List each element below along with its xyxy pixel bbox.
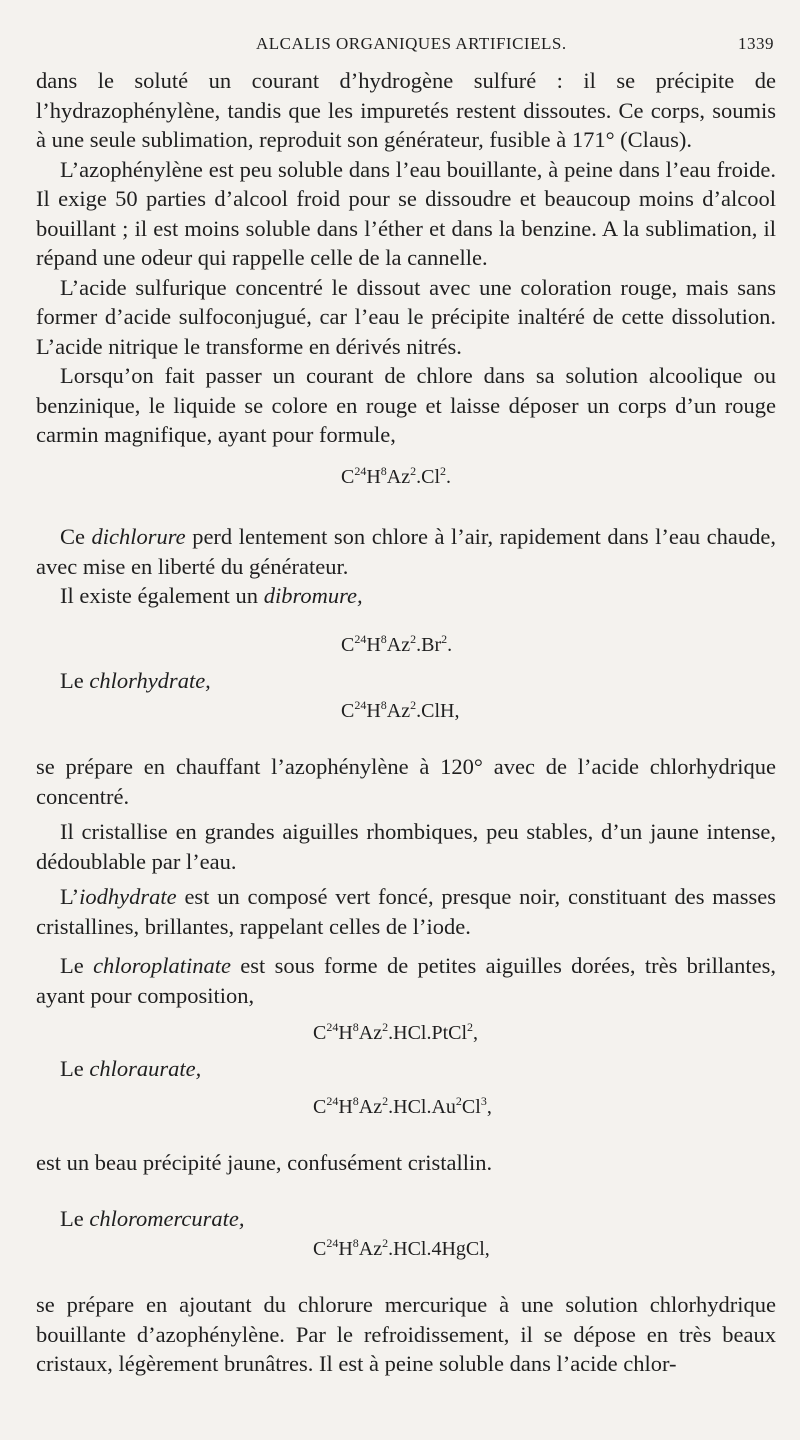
text-block-3 (36, 666, 776, 696)
paragraph: dans le soluté un courant d’hydrogène sulfuré : il se précipite de l’hydrazophénylène, tandis que les impuretés restent dissoutes. Ce corps, soumis à une seule sublimation, reproduit son générateur, fusible à 171° (Claus). (36, 68, 776, 152)
formula-dichlorure: $C^{24}H^8Az^2.Cl^2$. (341, 464, 452, 488)
paragraph: se prépare en chauffant l’azophénylène à 120° avec de l’acide chlorhydrique concentré. (36, 754, 776, 809)
paragraph: Il existe également un dibromure, (60, 583, 363, 608)
formula-dibromure: $C^{24}H^8Az^2.Br^2$. (341, 632, 453, 656)
paragraph: Il cristallise en grandes aiguilles rhombiques, peu stables, d’un jaune intense, dédoublable par l’eau. (36, 819, 776, 874)
text-block-1 (36, 66, 776, 450)
paragraph: L’azophénylène est peu soluble dans l’eau bouillante, à peine dans l’eau froide. Il exige 50 parties d’alcool froid pour se dissoudre et beaucoup moins d’alcool bouillant ; il est moins soluble dans l’éther et dans la benzine. A la sublimation, il répand une odeur qui rappelle celle de la cannelle. (36, 156, 776, 270)
paragraph: Lorsqu’on fait passer un courant de chlore dans sa solution alcoolique ou benzinique, le liquide se colore en rouge et laisse déposer un corps d’un rouge carmin magnifique, ayant pour formule, (36, 363, 776, 447)
paragraph: Ce dichlorure perd lentement son chlore à l’air, rapidement dans l’eau chaude, avec mise en liberté du générateur. (36, 524, 776, 579)
page-header (0, 28, 800, 58)
paragraph: L’iodhydrate est un composé vert foncé, presque noir, constituant des masses cristallines, brillantes, rappelant celles de l’iode. (36, 884, 776, 939)
paragraph: Le chloraurate, (60, 1056, 202, 1081)
text-block-6 (36, 1148, 776, 1178)
formula-chloroplatinate: $C^{24}H^8Az^2.HCl.PtCl^2$, (313, 1020, 479, 1044)
text-block-2 (36, 522, 776, 611)
formula-chloraurate: $C^{24}H^8Az^2.HCl.Au^2Cl^3$, (313, 1094, 492, 1118)
formula-chloromercurate: $C^{24}H^8Az^2.HCl.4HgCl$, (313, 1236, 490, 1260)
paragraph: Le chloromercurate, (60, 1206, 245, 1231)
paragraph: se prépare en ajoutant du chlorure mercurique à une solution chlorhydrique bouillante d’azophénylène. Par le refroidissement, il se dépose en très beaux cristaux, légèrement brunâtres. Il est à peine soluble dans l’acide chlor- (36, 1292, 776, 1376)
running-title: ALCALIS ORGANIQUES ARTIFICIELS. (256, 34, 567, 53)
text-block-8 (36, 1290, 776, 1379)
paragraph: L’acide sulfurique concentré le dissout avec une coloration rouge, mais sans former d’acide sulfoconjugué, car l’eau le précipite inaltéré de cette dissolution. L’acide nitrique le transforme en dérivés nitrés. (36, 274, 776, 359)
text-block-4 (36, 752, 776, 1010)
text-block-7 (36, 1204, 776, 1234)
page-number: 1339 (738, 34, 774, 53)
paragraph: Le chlorhydrate, (60, 668, 211, 693)
paragraph: Le chloroplatinate est sous forme de petites aiguilles dorées, très brillantes, ayant pour composition, (36, 953, 776, 1008)
paragraph: est un beau précipité jaune, confusément cristallin. (36, 1150, 493, 1175)
formula-chlorhydrate: $C^{24}H^8Az^2.ClH$, (341, 698, 460, 722)
text-block-5 (36, 1054, 776, 1084)
